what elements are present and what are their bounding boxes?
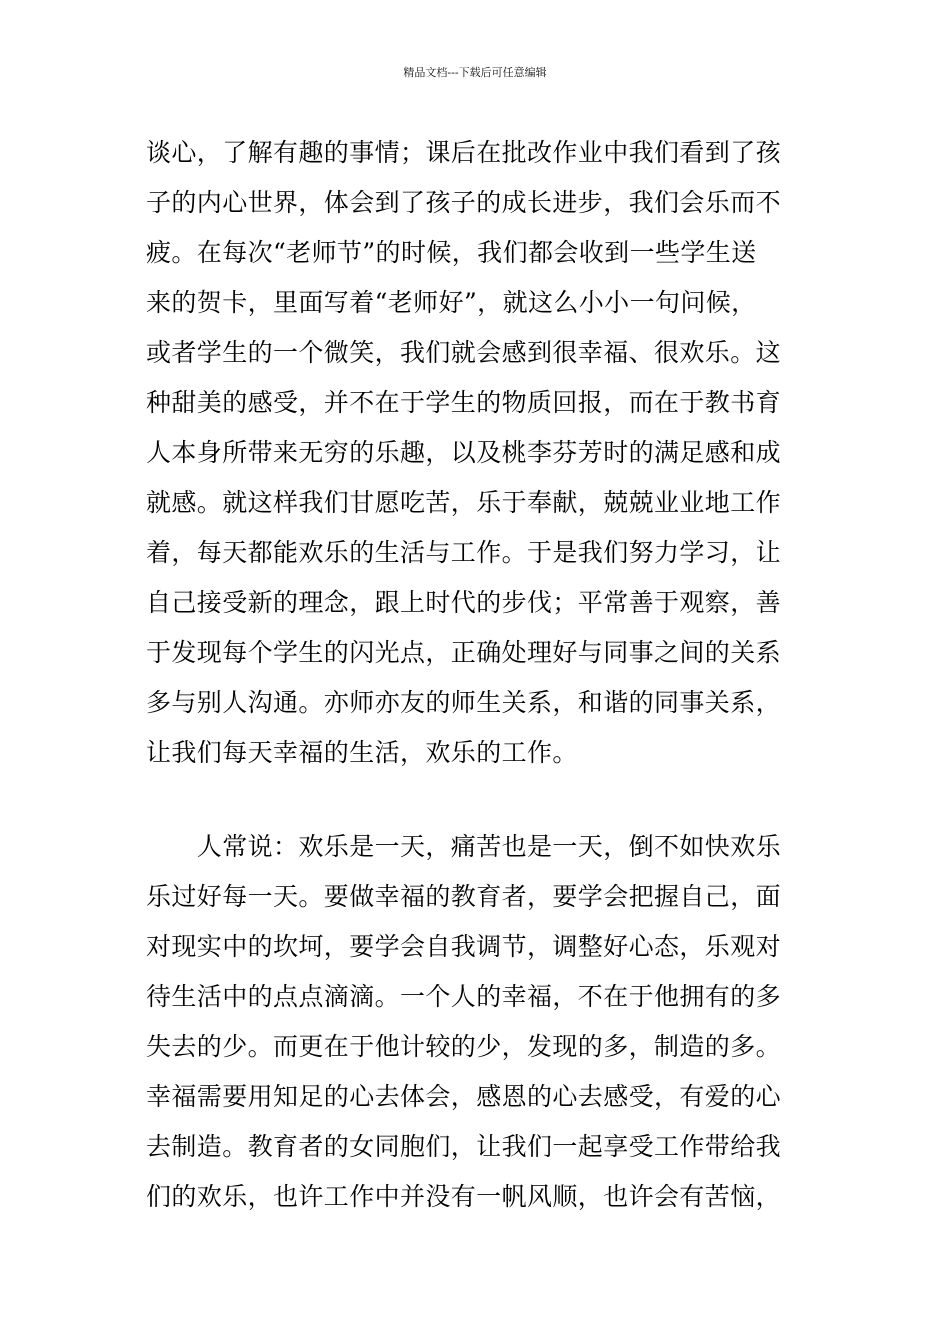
paragraph-2 [146,822,806,1222]
text-line: 乐过好每一天。要做幸福的教育者，要学会把握自己，面 [146,882,782,911]
text-line: 疲。在每次“老师节”的时候，我们都会收到一些学生送 [146,238,757,267]
text-line: 人本身所带来无穷的乐趣，以及桃李芬芳时的满足感和成 [146,438,782,467]
text-line: 人常说：欢乐是一天，痛苦也是一天，倒不如快欢乐 [146,832,782,861]
text-line: 来的贺卡，里面写着“老师好”，就这么小小一句问候， [146,288,757,317]
text-line: 多与别人沟通。亦师亦友的师生关系，和谐的同事关系， [146,688,782,717]
text-line: 于发现每个学生的闪光点，正确处理好与同事之间的关系 [146,638,782,667]
text-line: 们的欢乐，也许工作中并没有一帆风顺，也许会有苦恼， [146,1182,782,1211]
text-line: 待生活中的点点滴滴。一个人的幸福，不在于他拥有的多 [146,982,782,1011]
text-line: 或者学生的一个微笑，我们就会感到很幸福、很欢乐。这 [146,338,782,367]
text-line: 让我们每天幸福的生活，欢乐的工作。 [146,738,578,767]
text-line: 对现实中的坎坷，要学会自我调节，调整好心态，乐观对 [146,932,782,961]
page-header: 精品文档---下载后可任意编辑 [403,66,547,79]
text-line: 就感。就这样我们甘愿吃苦，乐于奉献，兢兢业业地工作 [146,488,782,517]
text-line: 子的内心世界，体会到了孩子的成长进步，我们会乐而不 [146,188,782,217]
text-line: 自己接受新的理念，跟上时代的步伐；平常善于观察，善 [146,588,782,617]
text-line: 去制造。教育者的女同胞们，让我们一起享受工作带给我 [146,1132,782,1161]
paragraph-1 [146,128,806,778]
text-line: 种甜美的感受，并不在于学生的物质回报，而在于教书育 [146,388,782,417]
text-line: 幸福需要用知足的心去体会，感恩的心去感受，有爱的心 [146,1082,782,1111]
text-line: 谈心，了解有趣的事情；课后在批改作业中我们看到了孩 [146,138,782,167]
text-line: 失去的少。而更在于他计较的少，发现的多，制造的多。 [146,1032,782,1061]
text-line: 着，每天都能欢乐的生活与工作。于是我们努力学习，让 [146,538,782,567]
